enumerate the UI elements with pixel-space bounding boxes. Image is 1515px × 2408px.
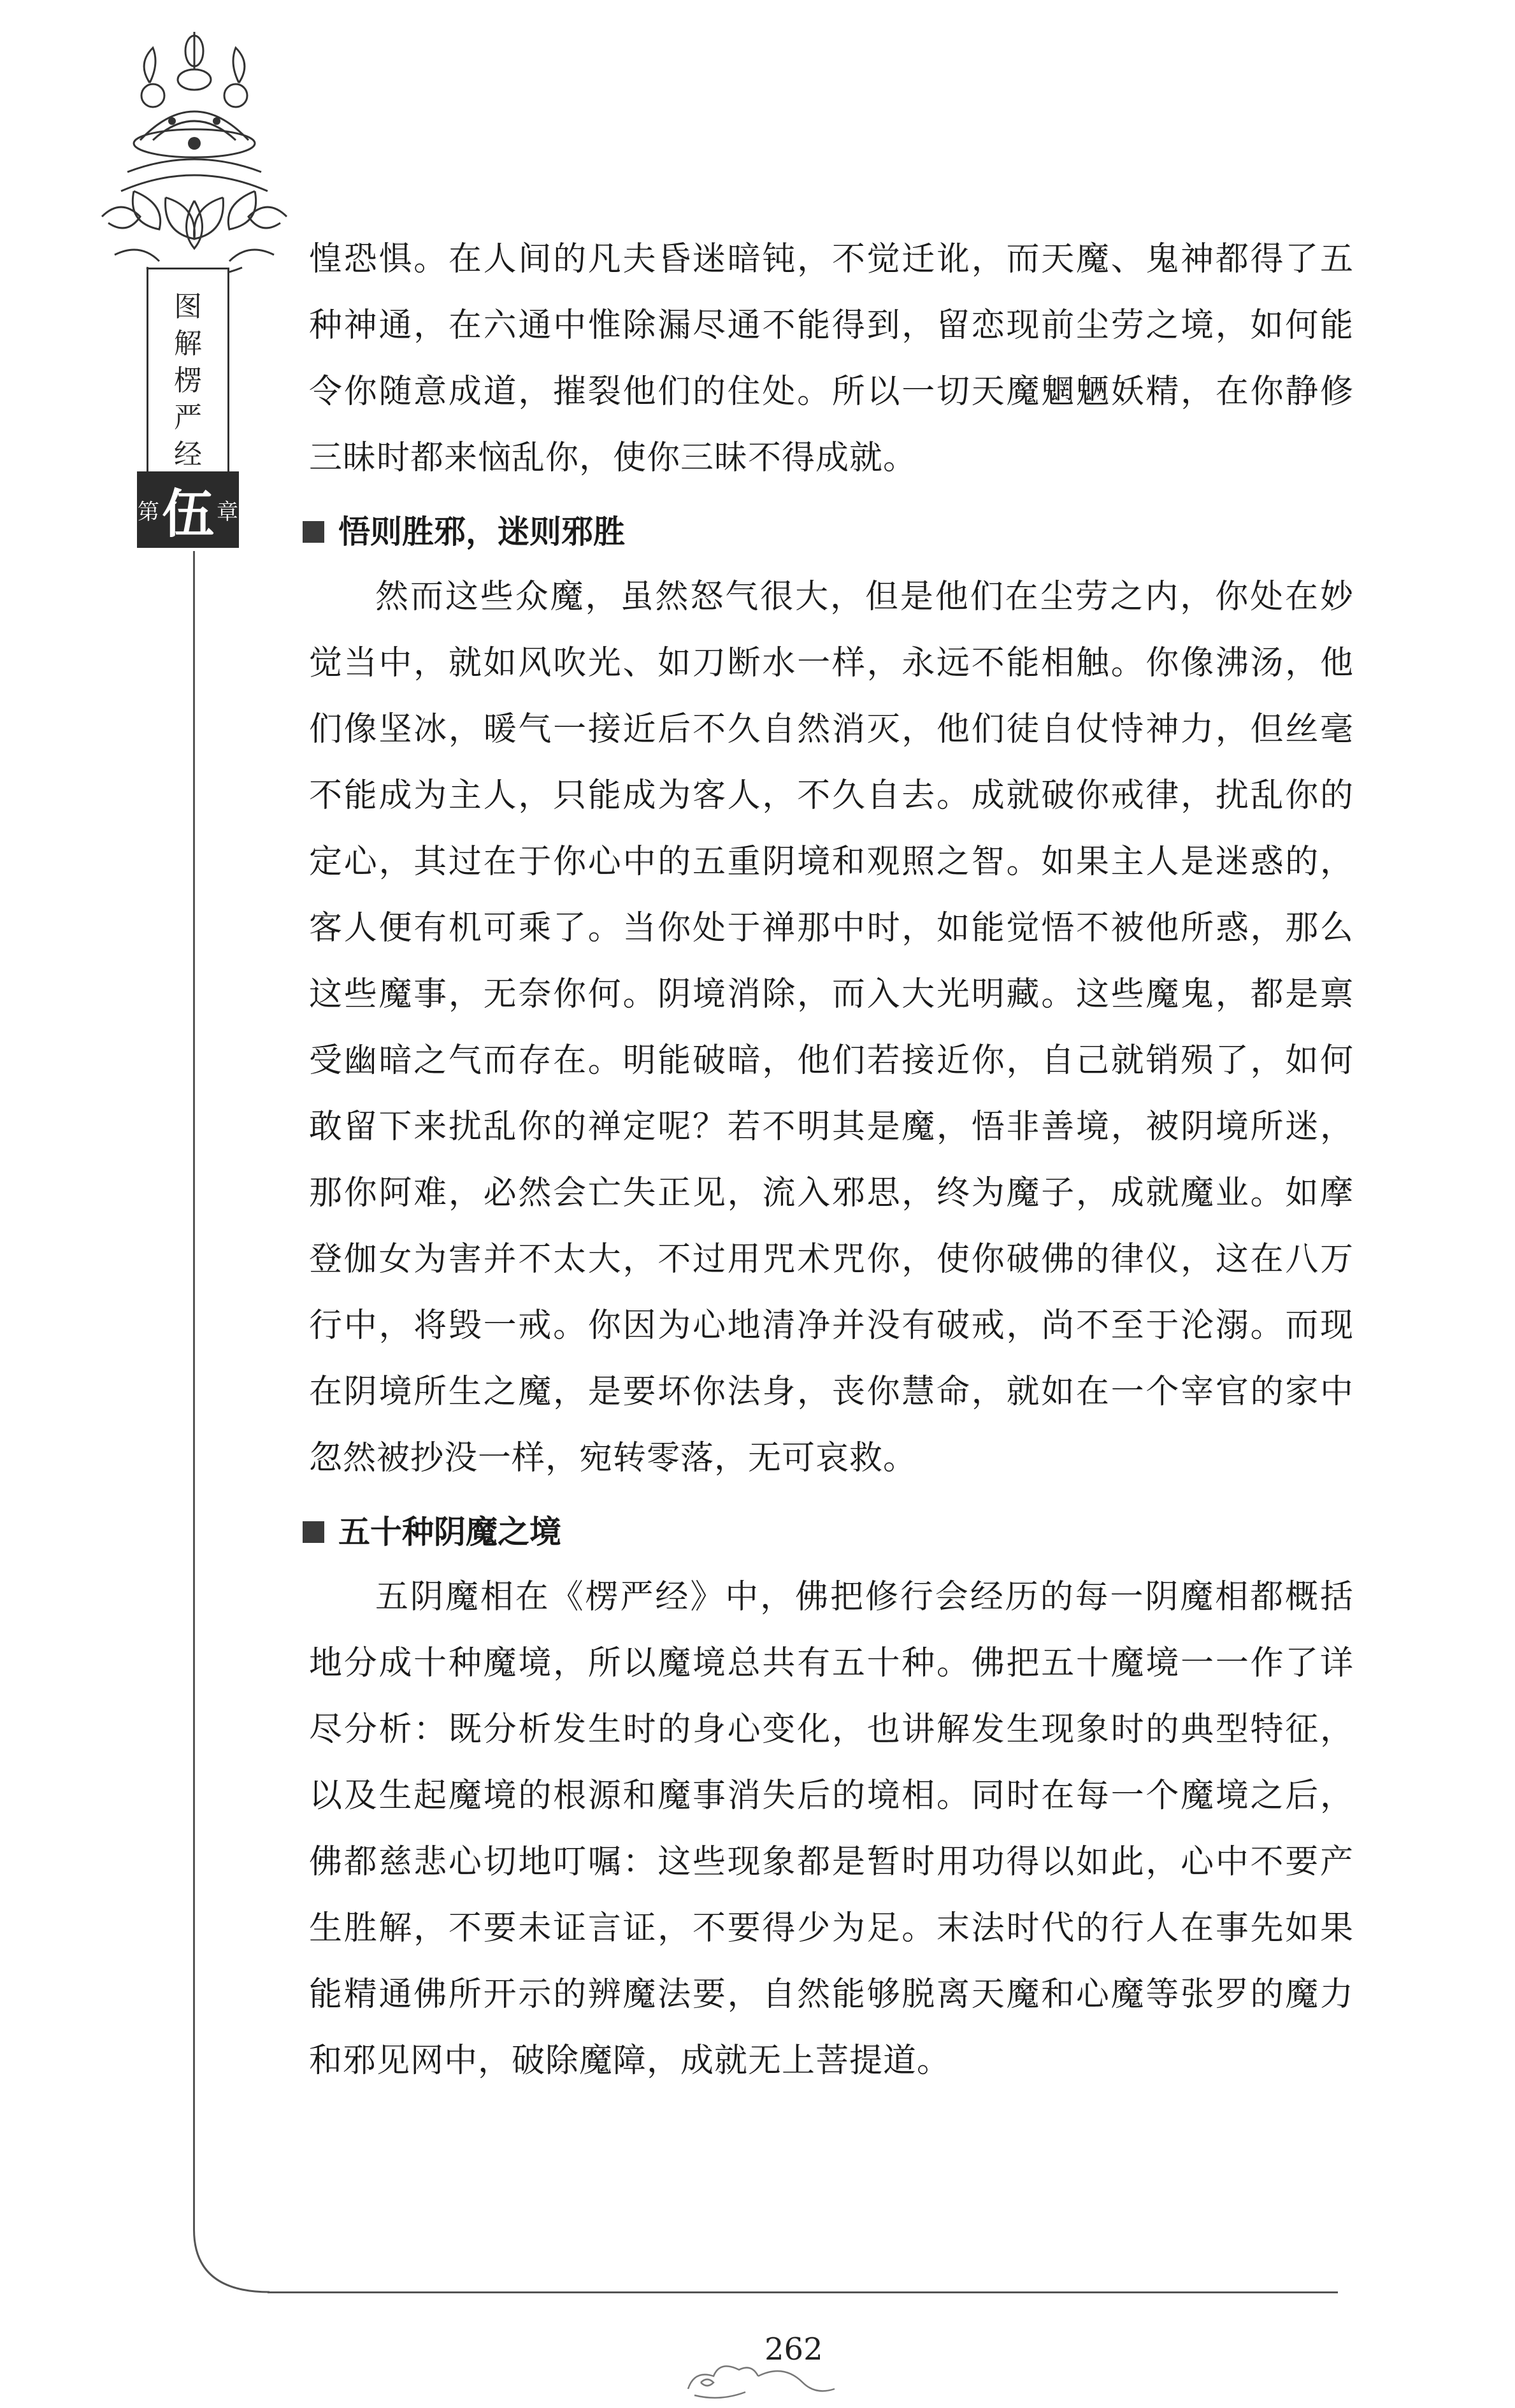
left-margin-rule — [193, 551, 195, 2220]
book-title-char: 解 — [174, 327, 202, 360]
section-heading-text: 五十种阴魔之境 — [338, 1514, 561, 1551]
section-heading — [303, 1500, 1354, 1564]
chapter-prefix: 第 — [137, 499, 159, 525]
chapter-badge — [137, 471, 239, 548]
section-paragraph: 五阴魔相在《楞严经》中，佛把修行会经历的每一阴魔相都概括地分成十种魔境，所以魔境总共有五十种。佛把五十魔境一一作了详尽分析：既分析发生时的身心变化，也讲解发生现象时的典型特征，以及生起魔境的根源和魔事消失后的境相。同时在每一个魔境之后，佛都慈悲心切地叮嘱：这些现象都是暂时用功得以如此，心中不要产生胜解，不要未证言证，不要得少为足。末法时代的行人在事先如果能精通佛所开示的辨魔法要，自然能够脱离天魔和心魔等张罗的魔力和邪见网中，破除魔障，成就无上菩提道。 — [309, 1578, 1354, 2080]
square-bullet-icon — [303, 521, 324, 543]
section-heading-text: 悟则胜邪，迷则邪胜 — [338, 513, 625, 550]
book-title-char: 严 — [174, 401, 202, 434]
book-title-strip — [147, 268, 229, 471]
intro-paragraph: 惶恐惧。在人间的凡夫昏迷暗钝，不觉迁讹，而天魔、鬼神都得了五种神通，在六通中惟除漏尽通不能得到，留恋现前尘劳之境，如何能令你随意成道，摧裂他们的住处。所以一切天魔魍魉妖精，在你静修三昧时都来恼乱你，使你三昧不得成就。 — [309, 240, 1354, 477]
main-content — [309, 226, 1354, 2094]
section-heading — [303, 500, 1354, 564]
book-title-char: 图 — [174, 290, 202, 323]
book-title-char: 楞 — [174, 364, 202, 397]
section-paragraph: 然而这些众魔，虽然怒气很大，但是他们在尘劳之内，你处在妙觉当中，就如风吹光、如刀断水一样，永远不能相触。你像沸汤，他们像坚冰，暖气一接近后不久自然消灭，他们徒自仗恃神力，但丝毫不能成为主人，只能成为客人，不久自去。成就破你戒律，扰乱你的定心，其过在于你心中的五重阴境和观照之智。如果主人是迷惑的，客人便有机可乘了。当你处于禅那中时，如能觉悟不被他所惑，那么这些魔事，无奈你何。阴境消除，而入大光明藏。这些魔鬼，都是禀受幽暗之气而存在。明能破暗，他们若接近你，自己就销殒了，如何敢留下来扰乱你的禅定呢？若不明其是魔，悟非善境，被阴境所迷，那你阿难，必然会亡失正见，流入邪思，终为魔子，成就魔业。如摩登伽女为害并不太大，不过用咒术咒你，使你破佛的律仪，这在八万行中，将毁一戒。你因为心地清净并没有破戒，尚不至于沦溺。而现在阴境所生之魔，是要坏你法身，丧你慧命，就如在一个宰官的家中忽然被抄没一样，宛转零落，无可哀救。 — [309, 578, 1354, 1477]
frame-corner-curve — [193, 2179, 276, 2300]
chapter-number: 伍 — [161, 484, 214, 545]
chapter-suffix: 章 — [217, 499, 238, 525]
book-title-char: 经 — [174, 438, 202, 471]
lotus-vajra-ornament-icon — [89, 25, 299, 293]
square-bullet-icon — [303, 1521, 324, 1543]
page-number: 262 — [765, 2332, 823, 2367]
bottom-rule — [268, 2291, 1338, 2293]
